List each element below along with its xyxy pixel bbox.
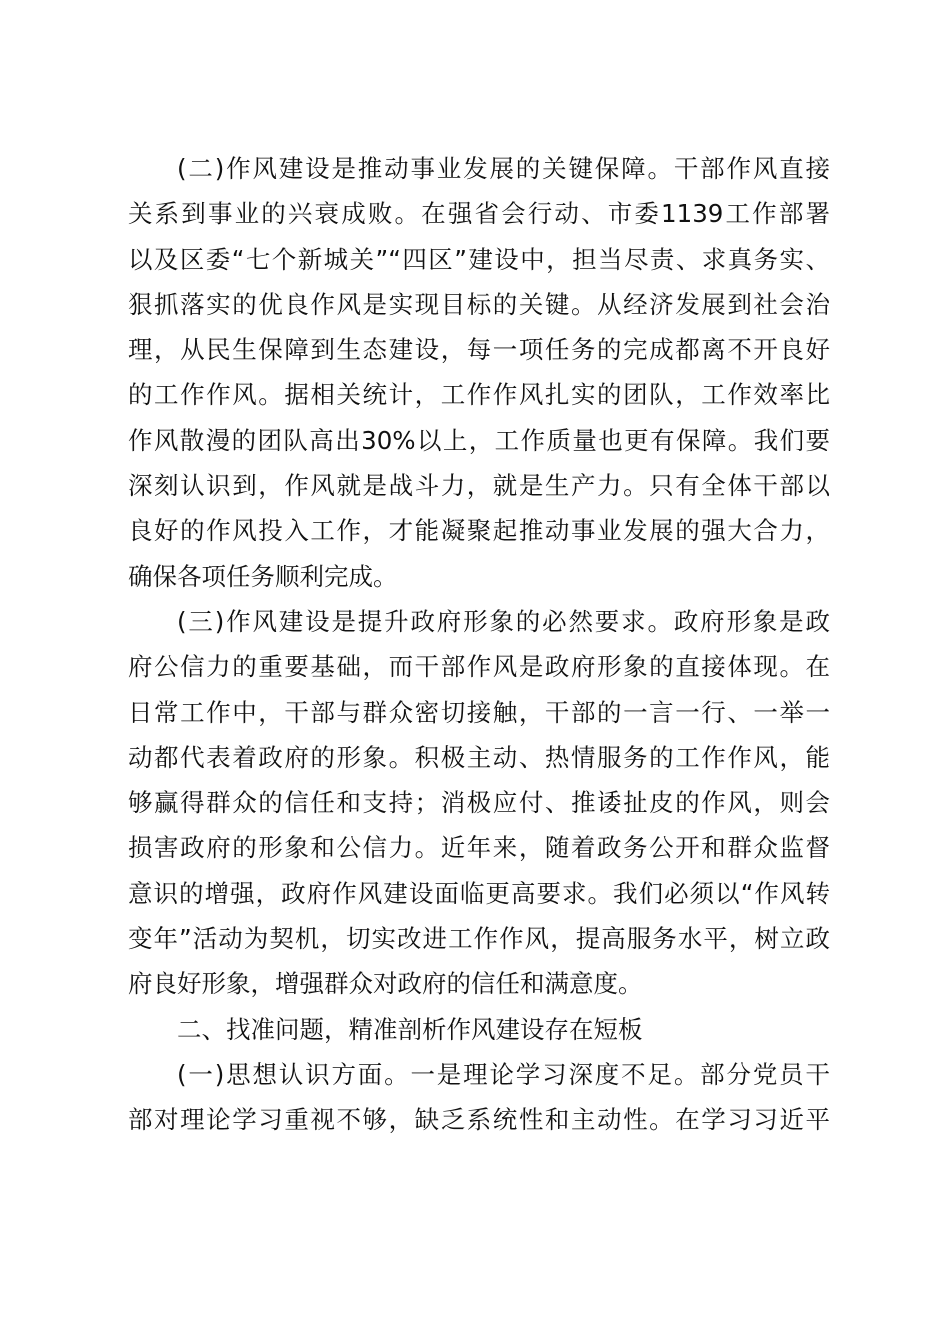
paragraph-2-line-10: 确保各项任务顺利完成。	[128, 561, 398, 591]
paragraph-2-line-2: 关系到事业的兴衰成败。在强省会行动、市委1139工作部署	[128, 199, 830, 229]
paragraph-2-line-6: 的工作作风。据相关统计，工作作风扎实的团队，工作效率比	[128, 380, 830, 410]
paragraph-2-line-5: 理，从民生保障到生态建设，每一项任务的完成都离不开良好	[128, 335, 830, 365]
paragraph-4-line-1: (一)思想认识方面。一是理论学习深度不足。部分党员干	[177, 1059, 830, 1089]
paragraph-3-line-9: 府良好形象，增强群众对政府的信任和满意度。	[128, 969, 643, 999]
paragraph-3-line-8: 变年”活动为契机，切实改进工作作风，提高服务水平，树立政	[128, 924, 830, 954]
paragraph-2-line-9: 良好的作风投入工作，才能凝聚起推动事业发展的强大合力，	[128, 516, 830, 546]
paragraph-2-line-3: 以及区委“七个新城关”“四区”建设中，担当尽责、求真务实、	[128, 244, 830, 274]
paragraph-3-line-3: 日常工作中，干部与群众密切接触，干部的一言一行、一举一	[128, 697, 830, 727]
paragraph-3-line-6: 损害政府的形象和公信力。近年来，随着政务公开和群众监督	[128, 833, 830, 863]
paragraph-3-line-2: 府公信力的重要基础，而干部作风是政府形象的直接体现。在	[128, 652, 830, 682]
paragraph-3-line-4: 动都代表着政府的形象。积极主动、热情服务的工作作风，能	[128, 742, 830, 772]
paragraph-2-line-4: 狠抓落实的优良作风是实现目标的关键。从经济发展到社会治	[128, 289, 830, 319]
section-heading: 二、找准问题，精准剖析作风建设存在短板	[177, 1014, 643, 1044]
paragraph-3-line-5: 够赢得群众的信任和支持；消极应付、推诿扯皮的作风，则会	[128, 788, 830, 818]
paragraph-3-line-1: (三)作风建设是提升政府形象的必然要求。政府形象是政	[177, 606, 830, 636]
paragraph-4-line-2: 部对理论学习重视不够，缺乏系统性和主动性。在学习习近平	[128, 1105, 830, 1135]
document-body	[128, 146, 830, 1143]
paragraph-2-line-8: 深刻认识到，作风就是战斗力，就是生产力。只有全体干部以	[128, 471, 830, 501]
paragraph-2-line-7: 作风散漫的团队高出30%以上，工作质量也更有保障。我们要	[128, 425, 830, 455]
paragraph-3-line-7: 意识的增强，政府作风建设面临更高要求。我们必须以“作风转	[128, 878, 830, 908]
paragraph-2-line-1: (二)作风建设是推动事业发展的关键保障。干部作风直接	[177, 154, 830, 183]
